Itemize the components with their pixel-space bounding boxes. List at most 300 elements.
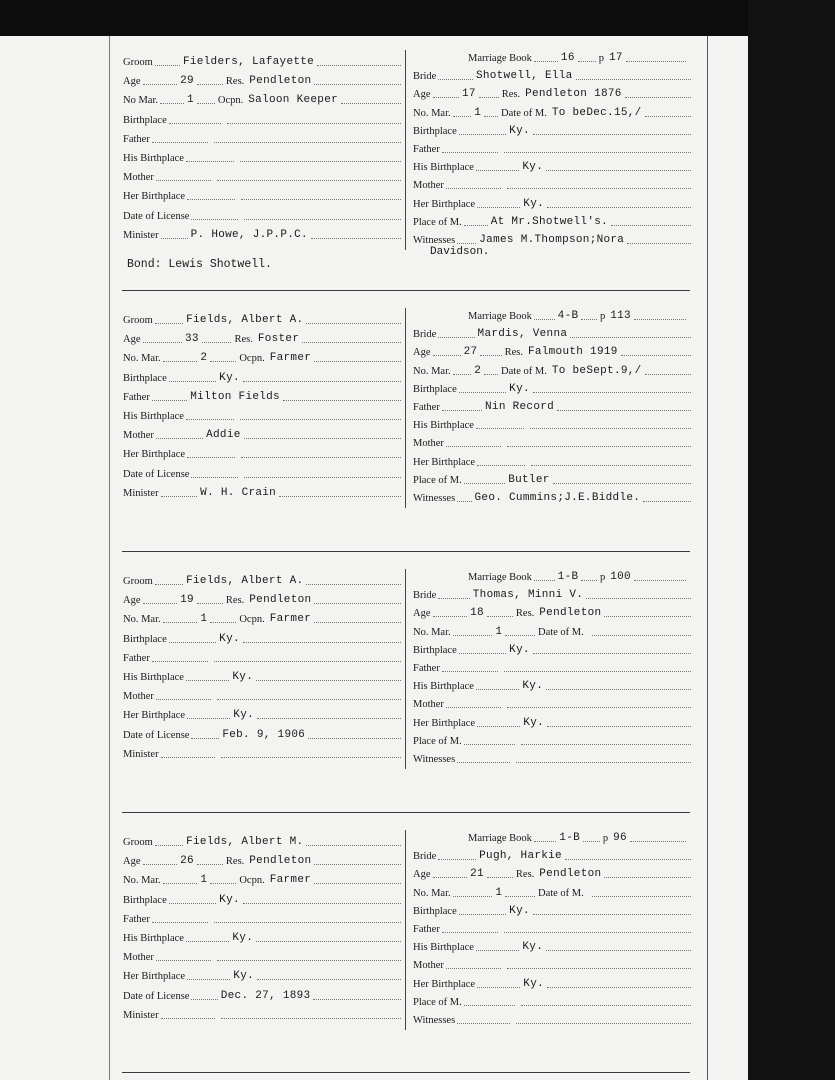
field-label: Date of M.	[537, 626, 584, 638]
groom-field-row	[123, 466, 401, 480]
record-separator	[122, 290, 690, 291]
field-value: Ky.	[523, 716, 545, 729]
dotted-line	[186, 410, 234, 420]
field-value: Ky.	[232, 671, 254, 683]
dotted-line	[244, 210, 401, 220]
field-label: Minister	[123, 487, 159, 499]
dotted-line	[476, 941, 519, 951]
field-value: Falmouth 1919	[527, 346, 618, 359]
field-value: Farmer	[269, 352, 312, 365]
dotted-line	[581, 571, 597, 581]
bride-field-row	[413, 435, 691, 449]
dotted-line	[634, 310, 686, 320]
dotted-line	[210, 352, 236, 362]
dotted-line	[438, 328, 474, 338]
groom-field-row	[123, 54, 401, 68]
groom-field-row	[123, 968, 401, 982]
field-label: Age	[413, 869, 431, 881]
dotted-line	[161, 229, 188, 239]
field-label: Birthplace	[413, 383, 457, 395]
dotted-line	[557, 401, 691, 411]
dotted-line	[317, 56, 401, 66]
groom-field-row	[123, 573, 401, 587]
field-label: Ocpn.	[239, 875, 265, 887]
groom-field-row	[123, 834, 401, 848]
field-value: Farmer	[269, 874, 312, 887]
field-value: Feb. 9, 1906	[222, 728, 306, 741]
dotted-line	[534, 52, 558, 62]
dotted-line	[187, 709, 230, 719]
bride-field-row	[413, 399, 691, 413]
bride-field-row	[413, 624, 691, 638]
field-value: Ky.	[509, 643, 530, 656]
field-label: Age	[123, 76, 141, 88]
field-value: 26	[180, 855, 194, 868]
field-label: Res.	[225, 595, 245, 607]
dotted-line	[477, 978, 520, 988]
field-label: Father	[413, 663, 440, 674]
field-label: Res.	[234, 334, 253, 346]
field-value: 1	[495, 625, 503, 638]
bride-field-row	[413, 363, 691, 377]
dotted-line	[152, 391, 187, 401]
dotted-line	[457, 753, 510, 763]
dotted-line	[453, 626, 493, 636]
bride-field-row	[413, 866, 691, 880]
column-divider	[405, 50, 406, 250]
field-label: Bride	[413, 590, 437, 602]
dotted-line	[155, 314, 183, 324]
field-label: Her Birthplace	[123, 710, 186, 722]
bride-field-row	[413, 976, 691, 990]
dotted-line	[314, 352, 401, 362]
field-value: 2	[474, 364, 482, 377]
dotted-line	[256, 671, 401, 681]
dotted-line	[438, 850, 476, 860]
field-label: Groom	[123, 57, 153, 68]
groom-field-row	[123, 707, 401, 721]
groom-field-row	[123, 131, 401, 145]
dotted-line	[197, 594, 223, 604]
field-label: His Birthplace	[413, 420, 474, 432]
groom-field-row	[123, 389, 401, 403]
dotted-line	[306, 314, 401, 324]
bride-field-row	[413, 454, 691, 468]
field-value: Ky.	[523, 197, 545, 210]
dotted-line	[191, 468, 238, 478]
dotted-line	[446, 437, 501, 447]
dotted-line	[152, 133, 208, 143]
field-label: Place of M.	[413, 996, 462, 1008]
dotted-line	[626, 52, 686, 62]
groom-field-row	[123, 892, 401, 906]
field-label: Father	[123, 652, 150, 664]
dotted-line	[570, 328, 691, 338]
field-value: 27	[463, 346, 478, 359]
record-separator	[122, 1072, 690, 1073]
dotted-line	[464, 216, 488, 226]
field-label: No. Mar.	[123, 875, 161, 887]
bride-field-row	[468, 830, 686, 844]
field-value: Pendleton	[539, 868, 602, 881]
groom-field-row	[123, 150, 401, 164]
field-label: Ocpn.	[239, 614, 265, 626]
dotted-line	[625, 88, 691, 98]
field-label: Mother	[413, 180, 444, 192]
dotted-line	[243, 633, 401, 643]
groom-field-row	[123, 227, 401, 241]
field-label: Father	[123, 133, 150, 145]
dotted-line	[243, 372, 401, 382]
dotted-line	[169, 633, 216, 643]
dotted-line	[592, 626, 691, 636]
dotted-line	[191, 729, 219, 739]
dotted-line	[586, 589, 691, 599]
dotted-line	[161, 1009, 215, 1019]
dotted-line	[487, 607, 513, 617]
dotted-line	[546, 941, 691, 951]
left-margin-rule	[109, 36, 110, 1080]
field-label: Mother	[123, 952, 154, 964]
field-label: Minister	[123, 1009, 159, 1021]
field-label: No. Mar.	[123, 614, 161, 626]
dotted-line	[547, 717, 691, 727]
field-value: Ky.	[523, 977, 545, 990]
field-value: Addie	[206, 429, 241, 442]
dotted-line	[476, 161, 519, 171]
field-label: Witnesses	[413, 1015, 456, 1026]
field-label: Mother	[123, 172, 154, 184]
field-label: Minister	[123, 748, 159, 760]
field-value: James M.Thompson;Nora	[479, 234, 625, 246]
field-label: Ocpn.	[217, 95, 244, 107]
field-label: Place of M.	[413, 735, 462, 747]
groom-field-row	[123, 949, 401, 963]
record-separator	[122, 551, 690, 552]
dotted-line	[504, 662, 691, 672]
dotted-line	[476, 680, 519, 690]
bride-field-row	[413, 994, 691, 1008]
bride-field-row	[413, 939, 691, 953]
bride-field-row	[413, 141, 691, 155]
bride-field-row	[413, 903, 691, 917]
dotted-line	[476, 419, 524, 429]
dotted-line	[534, 832, 556, 842]
dotted-line	[156, 429, 203, 439]
bride-field-row	[468, 50, 686, 64]
dotted-line	[186, 932, 229, 942]
field-value: 1	[187, 94, 194, 107]
field-value: 33	[185, 333, 199, 346]
dotted-line	[244, 468, 401, 478]
field-value: Fields, Albert A.	[186, 575, 304, 587]
dotted-line	[257, 709, 401, 719]
dotted-line	[202, 333, 232, 343]
dotted-line	[553, 474, 691, 484]
groom-field-row	[123, 669, 401, 683]
dotted-line	[197, 94, 215, 104]
dotted-line	[546, 161, 691, 171]
groom-field-row	[123, 688, 401, 702]
field-label: His Birthplace	[123, 672, 184, 683]
field-label: Birthplace	[413, 905, 457, 917]
bride-field-row	[413, 177, 691, 191]
dotted-line	[160, 94, 184, 104]
dotted-line	[240, 152, 401, 162]
field-label: Birthplace	[413, 125, 457, 137]
dotted-line	[314, 874, 401, 884]
dotted-line	[163, 613, 198, 623]
dotted-line	[547, 978, 691, 988]
dotted-line	[314, 75, 401, 85]
field-value: Nin Record	[485, 401, 555, 413]
dotted-line	[214, 652, 401, 662]
field-label: Age	[123, 595, 141, 607]
dotted-line	[433, 346, 461, 356]
field-label: Mother	[413, 699, 444, 711]
dotted-line	[442, 143, 498, 153]
bride-field-row	[413, 214, 691, 228]
dotted-line	[143, 855, 178, 865]
dotted-line	[161, 487, 198, 497]
dotted-line	[516, 1014, 691, 1024]
field-value: Dec. 27, 1893	[220, 989, 311, 1002]
field-value: 100	[610, 571, 631, 583]
field-value: Butler	[508, 473, 550, 486]
field-label: Date of License	[123, 990, 190, 1002]
field-value: To beSept.9,/	[551, 364, 642, 377]
field-label: Groom	[123, 837, 153, 848]
dotted-line	[186, 671, 229, 681]
dotted-line	[214, 913, 401, 923]
groom-field-row	[123, 312, 401, 326]
field-label: Father	[413, 924, 440, 935]
field-label: Date of M.	[501, 107, 547, 119]
dotted-line	[479, 88, 499, 98]
field-label: Birthplace	[123, 894, 167, 906]
field-value: Geo. Cummins;J.E.Biddle.	[474, 492, 641, 504]
bride-field-row	[413, 885, 691, 899]
dotted-line	[143, 594, 178, 604]
field-label: Place of M.	[413, 474, 462, 486]
field-label: Birthplace	[123, 372, 167, 384]
dotted-line	[477, 456, 525, 466]
field-value: 17	[462, 88, 476, 101]
field-value: Milton Fields	[190, 390, 280, 403]
dotted-line	[477, 198, 520, 208]
dotted-line	[438, 589, 469, 599]
field-label: Marriage Book	[468, 311, 532, 322]
dotted-line	[186, 152, 234, 162]
field-label: His Birthplace	[123, 153, 184, 164]
field-label: His Birthplace	[123, 411, 184, 422]
dotted-line	[169, 894, 216, 904]
field-value: Ky.	[509, 124, 530, 137]
groom-field-row	[123, 370, 401, 384]
dotted-line	[547, 198, 691, 208]
bride-field-row	[413, 957, 691, 971]
bride-field-row	[468, 569, 686, 583]
field-label: Witnesses	[413, 493, 456, 504]
field-value: 21	[470, 868, 484, 881]
dotted-line	[240, 410, 401, 420]
dotted-line	[507, 959, 691, 969]
field-label: Birthplace	[123, 114, 167, 126]
dotted-line	[197, 855, 223, 865]
dotted-line	[442, 401, 482, 411]
dotted-line	[306, 836, 401, 846]
dotted-line	[241, 190, 401, 200]
dotted-line	[214, 133, 401, 143]
field-label: Witnesses	[413, 754, 456, 765]
dotted-line	[217, 951, 401, 961]
field-label: No. Mar.	[413, 365, 451, 377]
groom-field-row	[123, 988, 401, 1002]
bride-field-row	[413, 715, 691, 729]
dotted-line	[453, 887, 493, 897]
field-value: 16	[560, 52, 575, 64]
bride-field-row	[413, 921, 691, 935]
dotted-line	[210, 874, 236, 884]
column-divider	[405, 569, 406, 769]
dotted-line	[187, 190, 235, 200]
dotted-line	[507, 179, 691, 189]
groom-field-row	[123, 169, 401, 183]
dotted-line	[314, 613, 401, 623]
field-label: Mother	[413, 438, 444, 450]
field-value: Ky.	[522, 941, 544, 954]
bride-field-row	[413, 751, 691, 765]
dotted-line	[256, 932, 401, 942]
field-value: Pendleton	[249, 75, 312, 88]
field-label: Res.	[501, 89, 521, 101]
field-label: Birthplace	[413, 644, 457, 656]
field-value: Pendleton	[249, 855, 312, 868]
field-value: 2	[200, 352, 208, 365]
dotted-line	[576, 70, 691, 80]
field-label: Mother	[123, 691, 154, 703]
field-value: Fielders, Lafayette	[182, 56, 315, 68]
field-label: Age	[123, 856, 141, 868]
dotted-line	[446, 179, 501, 189]
record-separator	[122, 812, 690, 813]
field-value: Pugh, Harkie	[479, 850, 562, 863]
bride-field-row	[413, 605, 691, 619]
dotted-line	[457, 234, 476, 244]
dotted-line	[507, 698, 691, 708]
field-label: p	[600, 572, 606, 583]
field-label: Her Birthplace	[123, 449, 186, 461]
groom-field-row	[123, 446, 401, 460]
field-value: 1	[495, 886, 503, 899]
groom-field-row	[123, 930, 401, 944]
dotted-line	[187, 970, 230, 980]
field-value: 4-B	[557, 310, 579, 322]
field-value: 1-B	[559, 832, 581, 844]
field-label: Res.	[515, 869, 535, 881]
dotted-line	[643, 492, 691, 502]
field-value: Ky.	[219, 371, 240, 384]
groom-field-row	[123, 112, 401, 126]
dotted-line	[169, 372, 216, 382]
dotted-line	[477, 717, 520, 727]
field-label: No Mar.	[123, 95, 158, 107]
bride-field-row	[413, 733, 691, 747]
field-label: His Birthplace	[413, 162, 474, 174]
field-value: Pendleton	[249, 594, 312, 607]
field-label: Birthplace	[123, 633, 167, 645]
bride-field-row	[413, 326, 691, 340]
field-label: Bride	[413, 329, 437, 341]
dotted-line	[533, 905, 691, 915]
field-value: 1	[474, 106, 482, 119]
dotted-line	[453, 107, 472, 117]
groom-field-row	[123, 92, 401, 106]
dotted-line	[156, 690, 211, 700]
dotted-line	[191, 210, 238, 220]
field-value: Ky.	[509, 904, 530, 917]
groom-field-row	[123, 408, 401, 422]
field-label: Witnesses	[413, 235, 456, 246]
dotted-line	[433, 88, 460, 98]
groom-field-row	[123, 611, 401, 625]
dotted-line	[308, 729, 401, 739]
dotted-line	[645, 107, 691, 117]
field-label: His Birthplace	[413, 942, 474, 954]
dotted-line	[197, 75, 223, 85]
dotted-line	[152, 652, 208, 662]
dotted-line	[464, 474, 506, 484]
dotted-line	[504, 143, 691, 153]
groom-field-row	[123, 427, 401, 441]
dotted-line	[516, 753, 691, 763]
field-value: 113	[610, 310, 631, 322]
dotted-line	[457, 492, 471, 502]
bride-field-row	[413, 490, 691, 504]
bride-field-row	[413, 696, 691, 710]
bride-field-row	[413, 417, 691, 431]
dotted-line	[433, 607, 468, 617]
dotted-line	[459, 644, 506, 654]
dotted-line	[530, 419, 691, 429]
dotted-line	[578, 52, 596, 62]
dotted-line	[604, 607, 691, 617]
bride-field-row	[413, 105, 691, 119]
field-label: p	[602, 833, 609, 844]
groom-field-row	[123, 746, 401, 760]
dotted-line	[243, 894, 401, 904]
column-divider	[405, 308, 406, 508]
dotted-line	[155, 575, 183, 585]
dotted-line	[533, 383, 691, 393]
groom-field-row	[123, 485, 401, 499]
dotted-line	[155, 836, 183, 846]
field-label: Res.	[225, 856, 245, 868]
dotted-line	[442, 923, 498, 933]
dotted-line	[459, 905, 506, 915]
dotted-line	[634, 571, 686, 581]
dotted-line	[446, 698, 501, 708]
dotted-line	[453, 365, 472, 375]
field-label: Res.	[515, 608, 535, 620]
field-label: His Birthplace	[413, 681, 474, 693]
field-value: 1	[200, 874, 208, 887]
field-label: Her Birthplace	[413, 978, 476, 990]
dotted-line	[531, 456, 691, 466]
dotted-line	[163, 352, 198, 362]
field-value: Farmer	[269, 613, 312, 626]
dotted-line	[156, 951, 211, 961]
